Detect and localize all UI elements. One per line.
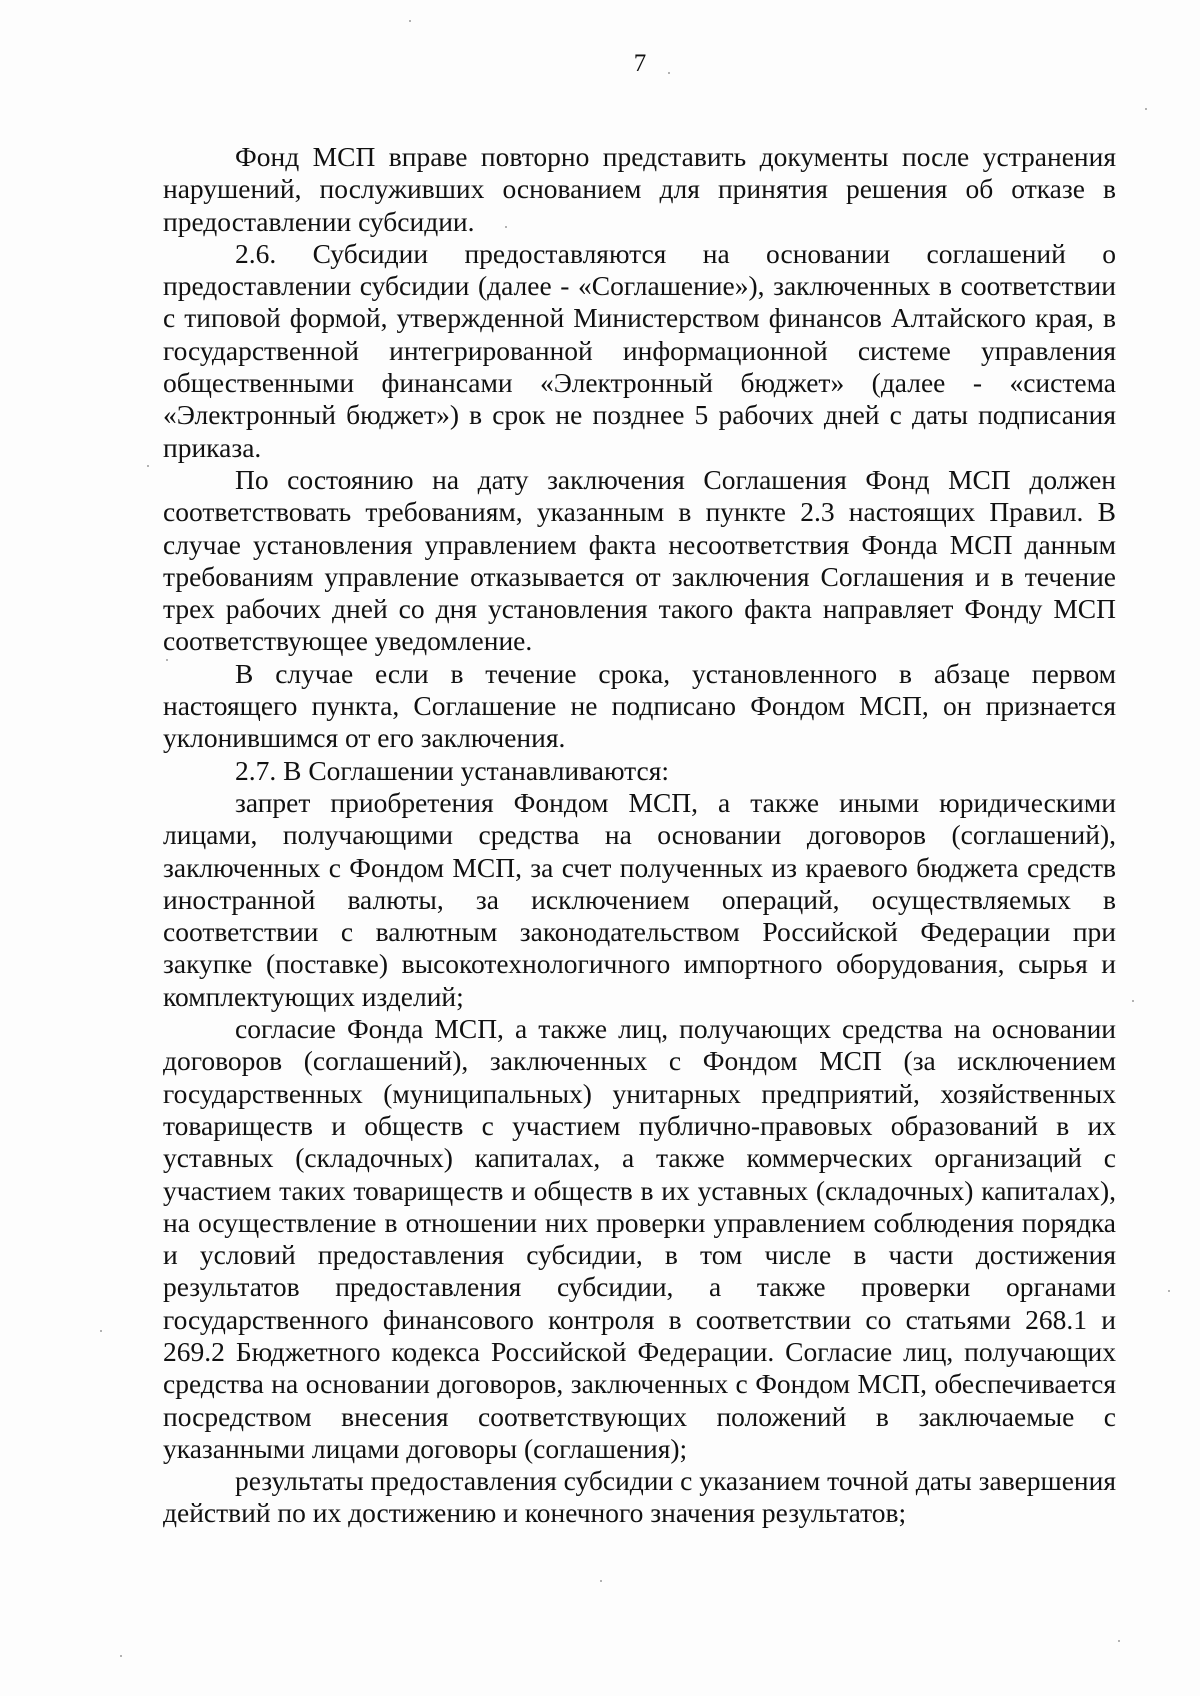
paragraph-resubmission: Фонд МСП вправе повторно представить документы после устранения нарушений, послуживших основанием для принятия решения об отказе в предоставлении субсидии.: [163, 141, 1116, 237]
scan-speck: [120, 1655, 122, 1657]
scan-speck: [505, 226, 507, 228]
scan-speck: [1145, 108, 1147, 110]
scan-speck: [668, 72, 670, 74]
scan-speck: [166, 659, 168, 661]
scan-speck: [1132, 1000, 1134, 1002]
document-body: [163, 141, 1116, 1530]
scan-speck: [409, 20, 411, 22]
paragraph-2-7: 2.7. В Соглашении устанавливаются:: [235, 754, 670, 786]
paragraph-results: результаты предоставления субсидии с указанием точной даты завершения действий по их достижению и конечного значения результатов;: [163, 1465, 1116, 1529]
paragraph-evasion: В случае если в течение срока, установленного в абзаце первом настоящего пункта, Соглашение не подписано Фондом МСП, он признается уклонившимся от его заключения.: [163, 657, 1116, 754]
scan-speck: [1118, 1640, 1120, 1642]
page-number: 7: [633, 50, 647, 77]
scan-speck: [100, 1330, 102, 1332]
paragraph-2-6: 2.6. Субсидии предоставляются на основании соглашений о предоставлении субсидии (далее - «Соглашение»), заключенных в соответствии с типовой формой, утвержденной Министерством финансов Алтайского края, в государственной интегрированной информационной системе управления общественными финансами «Электронный бюджет» (далее - «система «Электронный бюджет») в срок не позднее 5 рабочих дней с даты подписания приказа.: [163, 237, 1116, 463]
paragraph-consent: согласие Фонда МСП, а также лиц, получающих средства на основании договоров (соглашений), заключенных с Фондом МСП (за исключением государственных (муниципальных) унитарных предприятий, хозяйственных товариществ и обществ с участием публично-правовых образований в их уставных (складочных) капиталах, а также коммерческих организаций с участием таких товариществ и обществ в их уставных (складочных) капиталах), на осуществление в отношении них проверки управлением соблюдения порядка и условий предоставления субсидии, в том числе в части достижения результатов предоставления субсидии, а также проверки органами государственного финансового контроля в соответствии со статьями 268.1 и 269.2 Бюджетного кодекса Российской Федерации. Согласие лиц, получающих средства на основании договоров, заключенных с Фондом МСП, обеспечивается посредством внесения соответствующих положений в заключаемые с указанными лицами договоры (соглашения);: [163, 1013, 1116, 1464]
scan-speck: [1168, 1290, 1170, 1292]
scan-speck: [147, 465, 149, 467]
paragraph-compliance: По состоянию на дату заключения Соглашения Фонд МСП должен соответствовать требованиям, указанным в пункте 2.3 настоящих Правил. В случае установления управлением факта несоответствия Фонда МСП данным требованиям управление отказывается от заключения Соглашения и в течение трех рабочих дней со дня установления такого факта направляет Фонду МСП соответствующее уведомление.: [163, 463, 1116, 657]
paragraph-currency-ban: запрет приобретения Фондом МСП, а также иными юридическими лицами, получающими средства на основании договоров (соглашений), заключенных с Фондом МСП, за счет полученных из краевого бюджета средств иностранной валюты, за исключением операций, осуществляемых в соответствии с валютным законодательством Российской Федерации при закупке (поставке) высокотехнологичного импортного оборудования, сырья и комплектующих изделий;: [163, 786, 1116, 1012]
scan-speck: [600, 1580, 602, 1582]
